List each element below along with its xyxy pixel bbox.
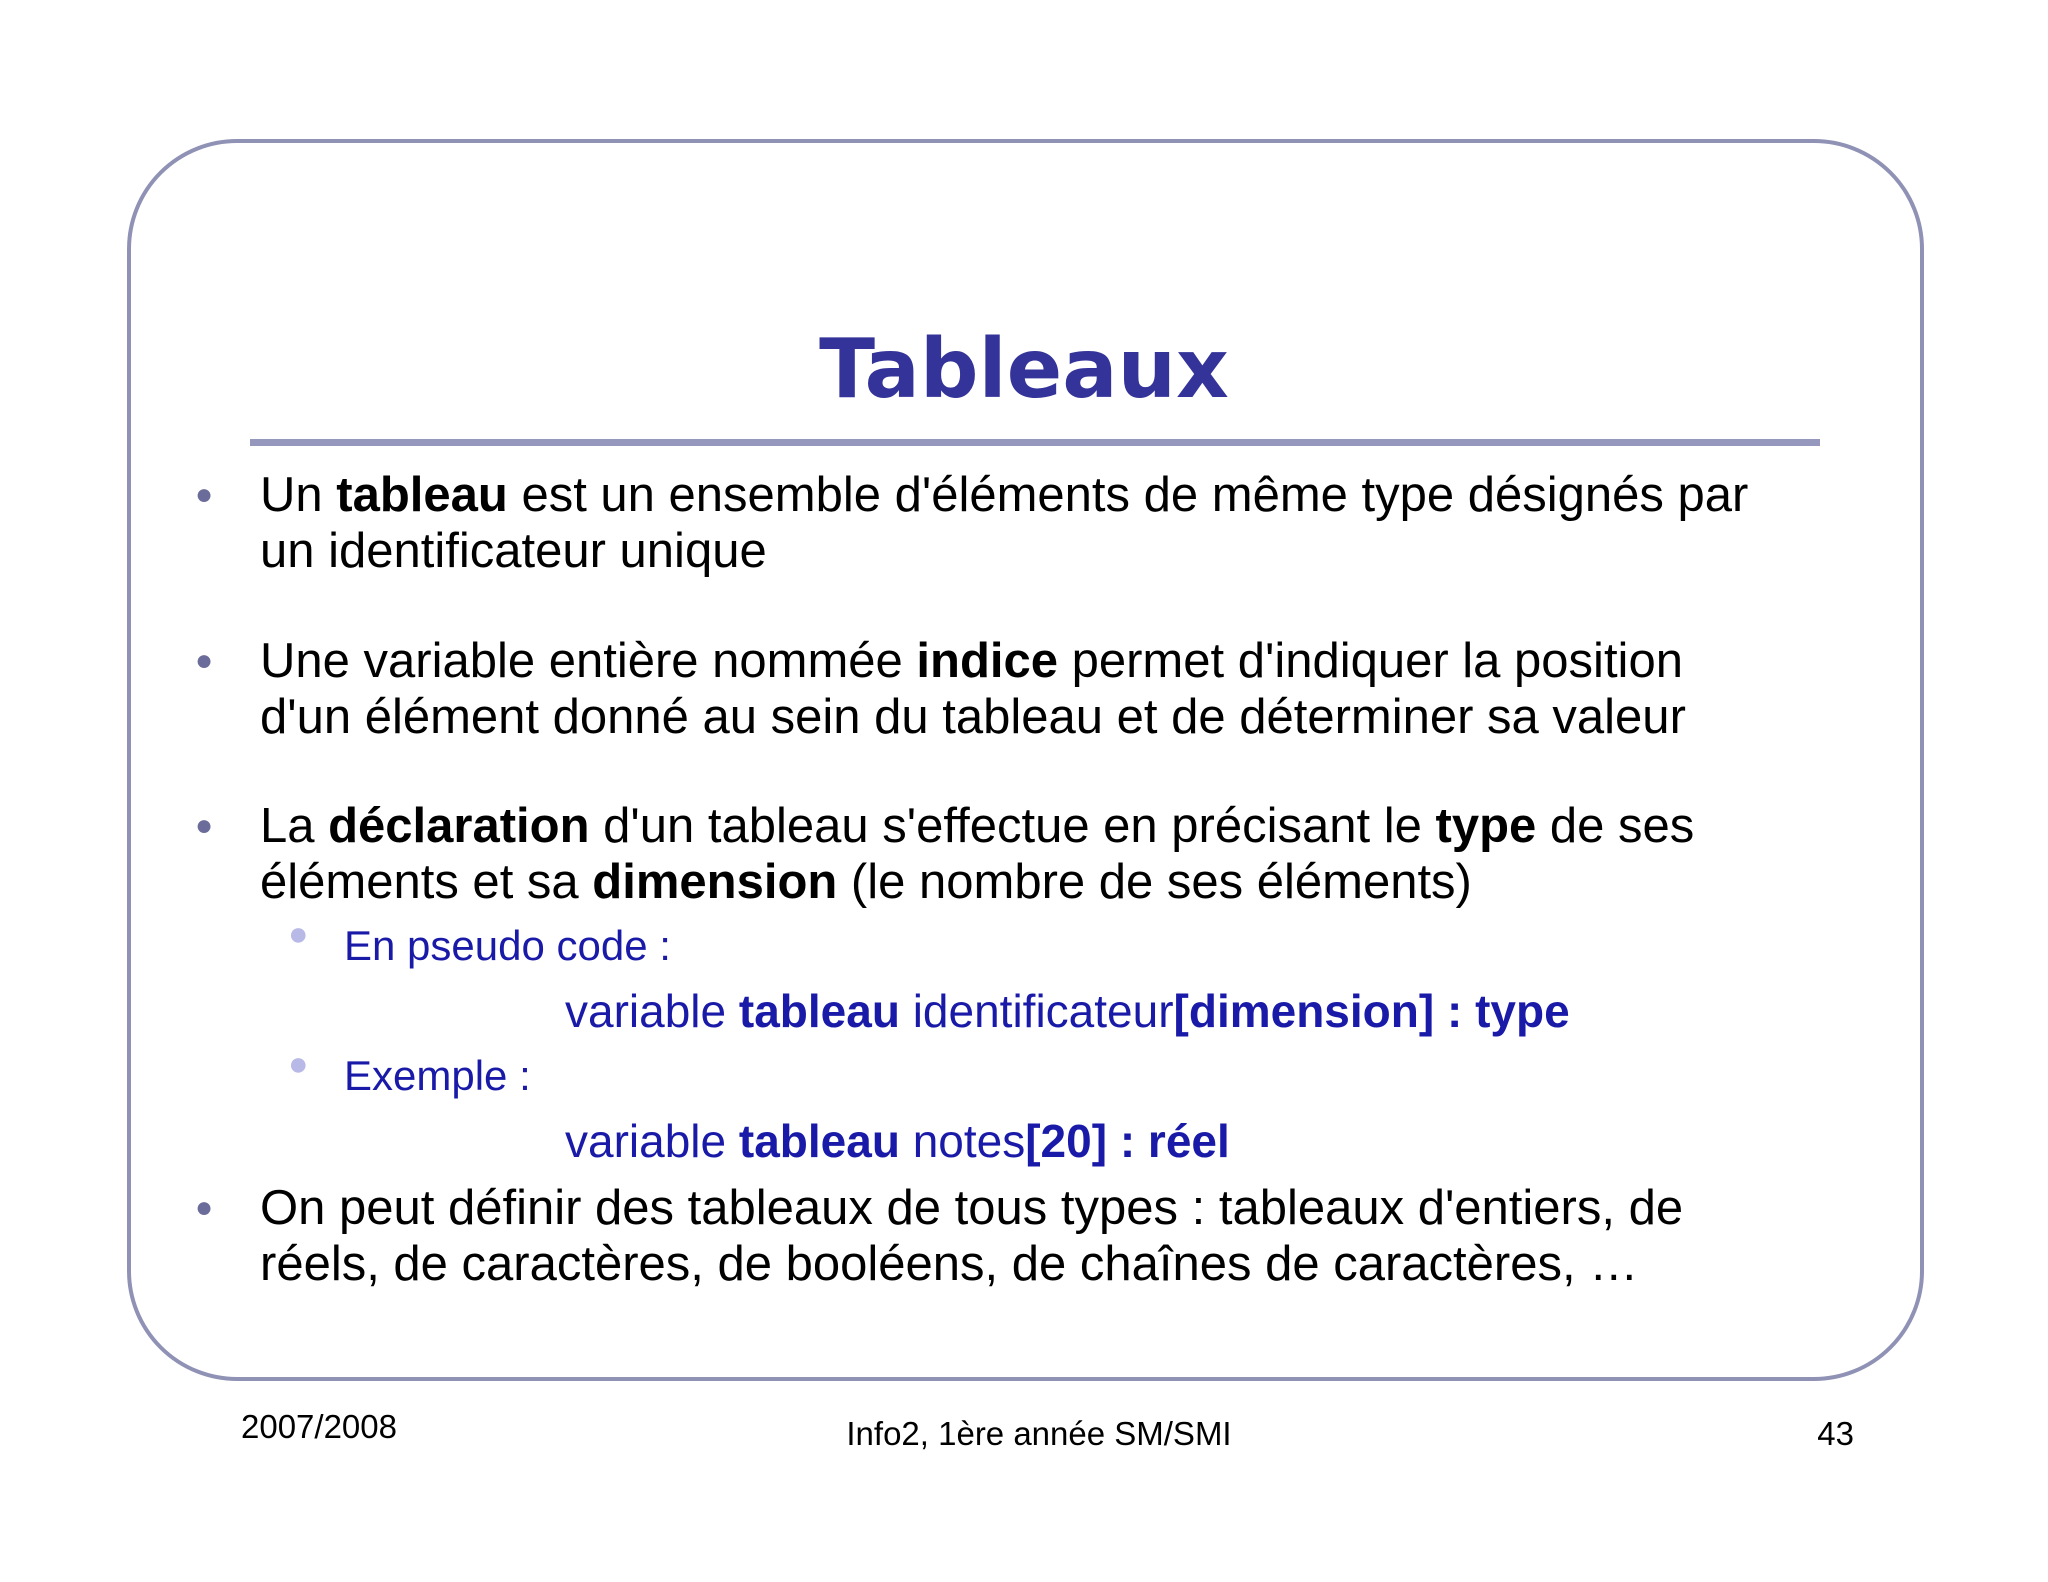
footer-year: 2007/2008	[241, 1408, 397, 1445]
bullet-3-line-2: éléments et sa dimension (le nombre de ses éléments)	[260, 855, 1472, 909]
bullet-1-line-2: un identificateur unique	[260, 524, 767, 578]
sub-item-pseudo-code: ● En pseudo code :	[344, 921, 671, 971]
bullet-2-line-1: Une variable entière nommée indice permet d'indiquer la position	[260, 634, 1683, 688]
bullet-4-line-2: réels, de caractères, de booléens, de chaînes de caractères, …	[260, 1237, 1639, 1291]
footer-page-number: 43	[1817, 1415, 1854, 1452]
bullet-1	[195, 467, 1860, 579]
bullet-1-line-1: Un tableau est un ensemble d'éléments de même type désignés par	[260, 468, 1749, 522]
bullet-2-line-2: d'un élément donné au sein du tableau et de déterminer sa valeur	[260, 690, 1686, 744]
sub-item-example: ● Exemple :	[344, 1051, 531, 1101]
bullet-4	[195, 1180, 1860, 1292]
bullet-dot-icon: ●	[195, 478, 214, 511]
code-line-syntax: variable tableau identificateur[dimension] : type	[565, 985, 1570, 1037]
bullet-dot-icon: ●	[195, 809, 214, 842]
code-line-example: variable tableau notes[20] : réel	[565, 1115, 1230, 1167]
footer-course: Info2, 1ère année SM/SMI	[846, 1415, 1232, 1452]
sub-bullet-dot-icon: ●	[288, 1045, 309, 1083]
bullet-2	[195, 633, 1860, 745]
bullet-3-line-1: La déclaration d'un tableau s'effectue en précisant le type de ses	[260, 799, 1695, 853]
bullet-dot-icon: ●	[195, 644, 214, 677]
title-underline	[250, 439, 1820, 446]
bullet-dot-icon: ●	[195, 1191, 214, 1224]
sub-bullet-dot-icon: ●	[288, 915, 309, 953]
slide-title: Tableaux	[819, 322, 1229, 417]
bullet-4-line-1: On peut définir des tableaux de tous types : tableaux d'entiers, de	[260, 1181, 1684, 1235]
bullet-3	[195, 798, 1860, 910]
